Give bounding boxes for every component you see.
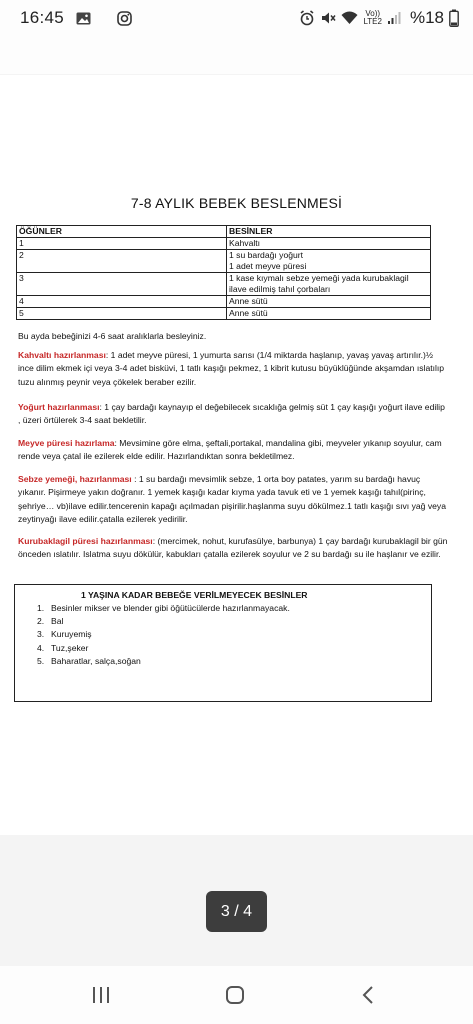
food-cell: Anne sütü (227, 296, 431, 308)
volte-label-bottom: LTE2 (363, 17, 382, 26)
paragraph-vegetable-meal (18, 473, 448, 527)
list-text: Kuruyemiş (51, 629, 92, 640)
list-number: 2. (37, 616, 45, 627)
meal-cell: 1 (17, 238, 227, 250)
paragraph-heading: Kurubaklagil püresi hazırlanması (18, 536, 153, 546)
meal-cell: 5 (17, 308, 227, 320)
home-icon[interactable] (223, 983, 247, 1007)
box-title: 1 YAŞINA KADAR BEBEĞE VERİLMEYECEK BESİNLER (81, 590, 308, 600)
status-bar (0, 0, 473, 36)
list-text: Baharatlar, salça,soğan (51, 655, 141, 666)
list-number: 5. (37, 655, 45, 666)
list-number: 3. (37, 629, 45, 640)
paragraph-legume-puree (18, 535, 448, 562)
document-page[interactable] (0, 75, 473, 835)
paragraph-heading: Kahvaltı hazırlanması (18, 350, 106, 360)
paragraph-heading: Sebze yemeği, hazırlanması (18, 474, 132, 484)
back-icon[interactable] (356, 983, 380, 1007)
forbidden-foods-list (37, 602, 290, 668)
food-cell: 1 su bardağı yoğurt 1 adet meyve püresi (227, 250, 431, 273)
navigation-bar (0, 966, 473, 1024)
list-item (37, 602, 290, 615)
table-row (17, 308, 431, 320)
status-time: 16:45 (20, 8, 65, 27)
list-item (37, 642, 290, 655)
signal-icon (387, 11, 401, 25)
food-cell: Kahvaltı (227, 238, 431, 250)
table-row (17, 238, 431, 250)
column-header-foods: BESİNLER (227, 226, 431, 238)
list-item (37, 655, 290, 668)
food-cell: 1 kase kıymalı sebze yemeği yada kurubaklagil ilave edilmiş tahıl çorbaları (227, 273, 431, 296)
table-row (17, 250, 431, 273)
list-number: 1. (37, 603, 45, 613)
battery-icon (449, 9, 459, 27)
meal-cell: 3 (17, 273, 227, 296)
meals-table (16, 225, 431, 320)
volte-label-top: Vo)) (365, 9, 381, 18)
mute-icon (320, 10, 336, 26)
table-header-row (17, 226, 431, 238)
paragraph-heading: Meyve püresi hazırlama (18, 438, 115, 448)
list-text: Tuz,şeker (51, 642, 89, 653)
paragraph-text: : 1 çay bardağı kaynayıp el değebilecek sıcaklığa gelmiş süt 1 çay kaşığı yoğurt ilave edilip , üzeri örtülerek 3-4 saat bekletilir. (18, 402, 445, 426)
paragraph-breakfast (18, 349, 448, 389)
wifi-icon (341, 11, 358, 25)
meal-cell: 4 (17, 296, 227, 308)
battery-percent: %18 (409, 8, 444, 27)
column-header-meals: ÖĞÜNLER (17, 226, 227, 238)
table-row (17, 273, 431, 296)
meal-cell: 2 (17, 250, 227, 273)
document-title: 7-8 AYLIK BEBEK BESLENMESİ (130, 195, 343, 211)
forbidden-foods-box (14, 584, 432, 702)
page-indicator: 3 / 4 (206, 891, 267, 932)
list-text: Bal (51, 616, 64, 627)
paragraph-text: : 1 adet meyve püresi, 1 yumurta sarısı (1/4 miktarda haşlanıp, yavaş yavaş artırılır.)½ ince dilim ekmek içi veya 3-4 adet bisküvi, 1 tatlı kaşığı pekmez, 1 kibrit kutusu büyüklüğünde akşamdan ıslatılıp tuzu alınmış peynir veya çökelek beraber ezilir. (18, 350, 445, 387)
paragraph-yogurt (18, 401, 448, 428)
instagram-icon (117, 11, 132, 26)
volte-indicator (363, 10, 382, 26)
list-text: Besinler mikser ve blender gibi öğütücülerde hazırlanmayacak. (51, 603, 290, 613)
recents-icon[interactable] (89, 983, 113, 1007)
food-cell: Anne sütü (227, 308, 431, 320)
alarm-icon (299, 10, 315, 26)
list-number: 4. (37, 642, 45, 653)
paragraph-text: : Mevsimine göre elma, şeftali,portakal, mandalina gibi, meyveler yıkanıp soyulur, cam rende veya çatal ile ezilerek elde edilir. Hazırlandıktan sonra bekletilmez. (18, 438, 442, 462)
gallery-icon (76, 12, 91, 25)
paragraph-text: : (mercimek, nohut, kurufasülye, barbunya) 1 çay bardağı kurubaklagil bir gün önceden ıslatılır. Islatma suyu dökülür, kabukları çatalla ezilerek soyulur ve 2 su bardağı su ile haşlanır ve ezilir. (18, 536, 448, 560)
list-item (37, 615, 290, 628)
viewer-header (0, 36, 473, 74)
paragraph-heading: Yoğurt hazırlanması (18, 402, 100, 412)
feeding-note: Bu ayda bebeğinizi 4-6 saat aralıklarla besleyiniz. (18, 331, 207, 341)
list-item (37, 628, 290, 641)
paragraph-text: : 1 su bardağı mevsimlik sebze, 1 orta boy patates, yarım su bardağı havuç yıkanır. Pişirmeye yakın doğranır. 1 yemek kaşığı kadar kıyma yada tavuk eti ve 1 yemek kaşığı tahıl(pirinç, şehriye… vb)ilave edilir.tencerenin kapağı açılmadan pişirilir.haşlanma suyu dökülmez.1 tatlı kaşığı sıvı yağ veya zeytinyağı ilave edilir.çatalla ezilerek yedirilir. (18, 474, 446, 525)
paragraph-fruit-puree (18, 437, 448, 464)
table-row (17, 296, 431, 308)
